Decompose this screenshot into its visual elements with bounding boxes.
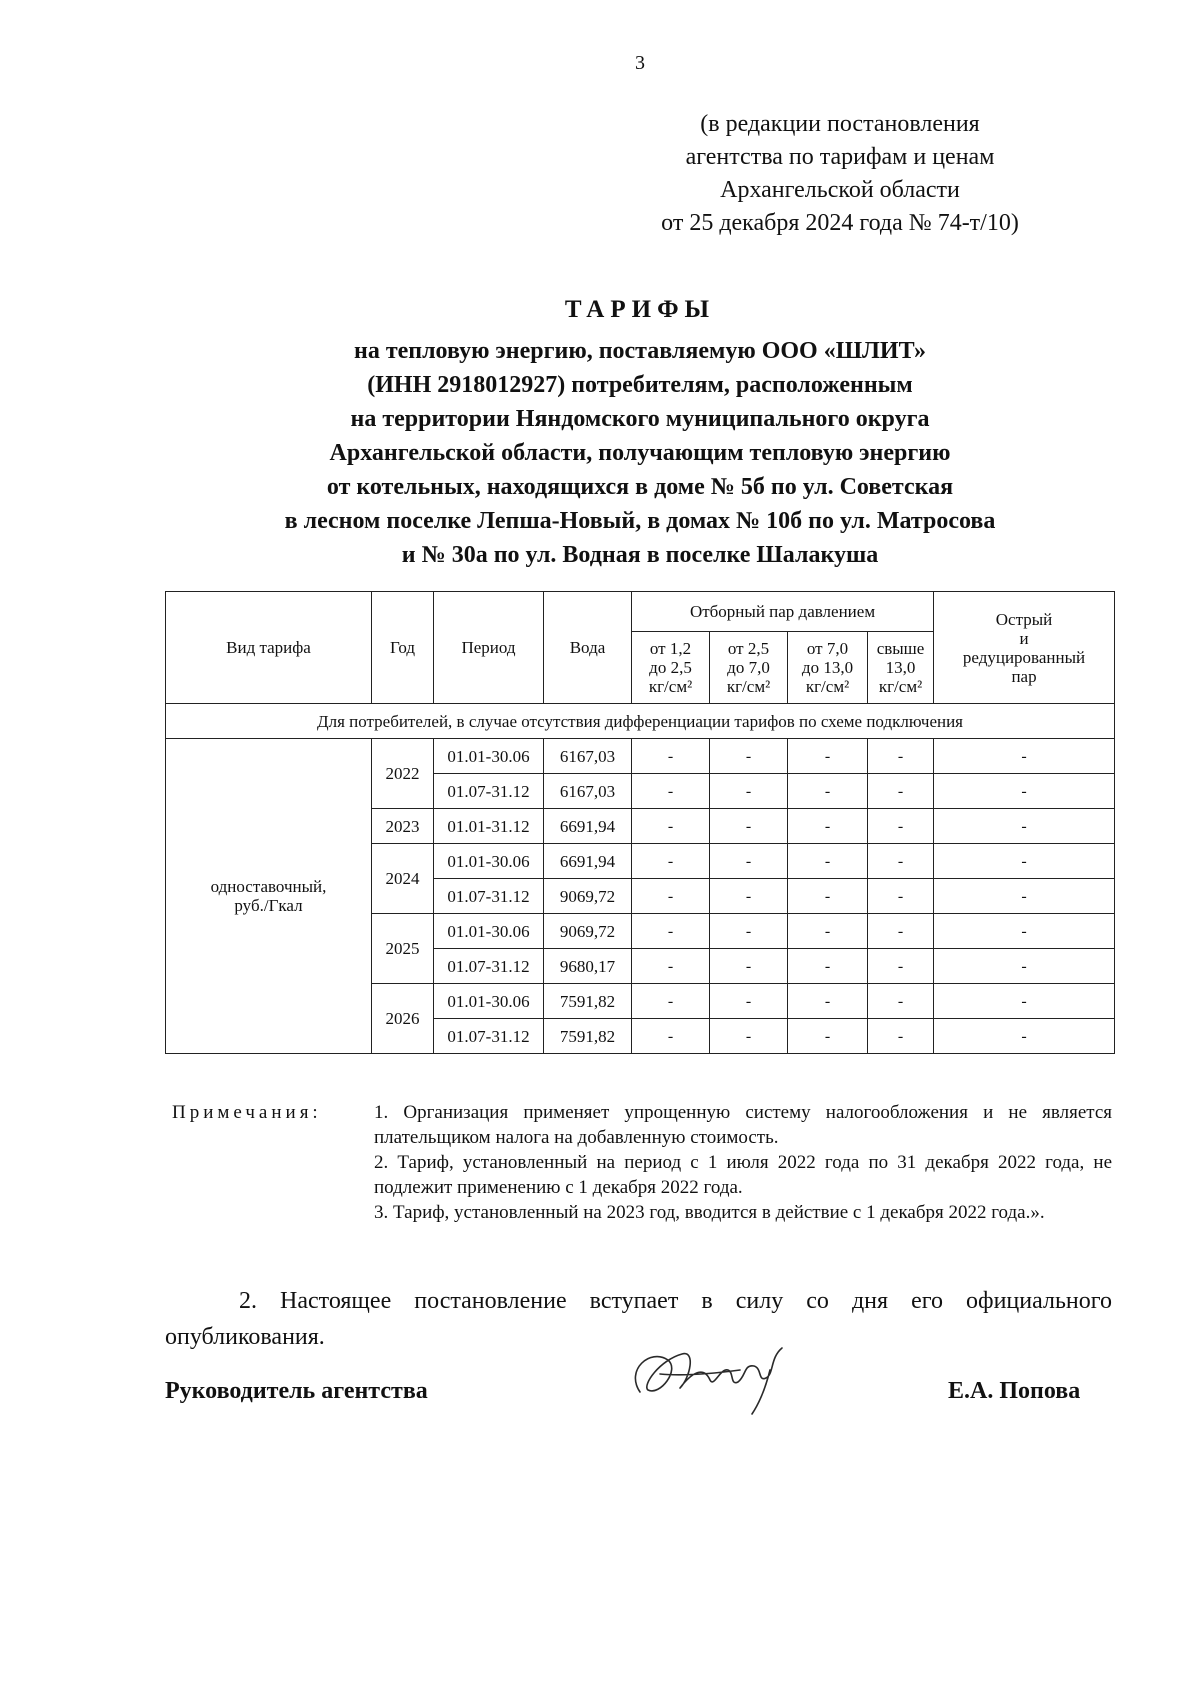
edition-line: (в редакции постановления (700, 111, 980, 137)
header-period: Период (434, 592, 544, 704)
sharp-steam-cell: - (934, 774, 1115, 809)
steam-3-cell: - (788, 914, 868, 949)
tariff-label-line: одноставочный, (210, 877, 327, 896)
steam-4-cell: - (868, 809, 934, 844)
header-steam-group: Отборный пар давлением (632, 592, 934, 632)
steam-4-cell: - (868, 949, 934, 984)
header-tariff-type: Вид тарифа (166, 592, 372, 704)
header-steam-4 (868, 632, 934, 704)
steam-1-cell: - (632, 809, 710, 844)
period-cell: 01.01-30.06 (434, 914, 544, 949)
header-year: Год (372, 592, 434, 704)
steam-3-cell: - (788, 949, 868, 984)
steam-1-cell: - (632, 984, 710, 1019)
period-cell: 01.01-30.06 (434, 844, 544, 879)
note-item: 1. Организация применяет упрощенную систему налогообложения и не является плательщиком налога на добавленную стоимость. (374, 1102, 1112, 1148)
period-cell: 01.07-31.12 (434, 774, 544, 809)
steam-4-cell: - (868, 1019, 934, 1054)
year-cell: 2023 (372, 809, 434, 844)
water-cell: 6167,03 (544, 774, 632, 809)
header-sharp-line: пар (1011, 666, 1037, 686)
steam-2-cell: - (710, 984, 788, 1019)
water-cell: 9069,72 (544, 879, 632, 914)
signer-title: Руководитель агентства (165, 1378, 428, 1404)
water-cell: 7591,82 (544, 1019, 632, 1054)
steam-2-cell: - (710, 809, 788, 844)
steam-2-cell: - (710, 1019, 788, 1054)
subtitle-line: и № 30а по ул. Водная в поселке Шалакуша (401, 542, 879, 568)
steam-3-cell: - (788, 809, 868, 844)
tariff-label-line: руб./Гкал (234, 896, 303, 915)
header-steam-3 (788, 632, 868, 704)
header-line: от 1,2 (649, 639, 692, 658)
water-cell: 9069,72 (544, 914, 632, 949)
tariff-table (165, 591, 1115, 1054)
sharp-steam-cell: - (934, 844, 1115, 879)
steam-2-cell: - (710, 914, 788, 949)
steam-4-cell: - (868, 984, 934, 1019)
steam-1-cell: - (632, 739, 710, 774)
year-cell: 2022 (372, 739, 434, 809)
header-sharp-line: и (1019, 628, 1029, 648)
clause-2: 2. Настоящее постановление вступает в силу со дня его официального опубликования. (165, 1288, 1112, 1350)
header-line: кг/см² (648, 677, 693, 696)
subtitle-line: в лесном поселке Лепша-Новый, в домах № 10б по ул. Матросова (284, 508, 996, 534)
edition-line: агентства по тарифам и ценам (685, 144, 995, 170)
steam-2-cell: - (710, 949, 788, 984)
subtitle-line: на территории Няндомского муниципального округа (350, 406, 930, 432)
consumer-note: Для потребителей, в случае отсутствия дифференциации тарифов по схеме подключения (166, 704, 1115, 739)
subtitle-line: Архангельской области, получающим тепловую энергию (329, 440, 951, 466)
steam-1-cell: - (632, 949, 710, 984)
header-line: до 2,5 (649, 658, 692, 677)
header-line: кг/см² (878, 677, 923, 696)
header-line: 13,0 (885, 658, 916, 677)
notes-body (374, 1100, 1112, 1225)
signature-icon (620, 1330, 800, 1420)
steam-4-cell: - (868, 879, 934, 914)
subtitle-line: (ИНН 2918012927) потребителям, расположенным (367, 372, 913, 398)
water-cell: 6691,94 (544, 844, 632, 879)
header-line: до 7,0 (727, 658, 770, 677)
edition-line: Архангельской области (720, 177, 960, 203)
water-cell: 9680,17 (544, 949, 632, 984)
note-item: 2. Тариф, установленный на период с 1 июля 2022 года по 31 декабря 2022 года, не подлежит применению с 1 декабря 2022 года. (374, 1152, 1112, 1198)
subtitle-line: на тепловую энергию, поставляемую ООО «ШЛИТ» (353, 338, 926, 364)
steam-4-cell: - (868, 774, 934, 809)
sharp-steam-cell: - (934, 949, 1115, 984)
year-cell: 2025 (372, 914, 434, 984)
steam-4-cell: - (868, 739, 934, 774)
header-line: свыше (876, 639, 925, 658)
steam-3-cell: - (788, 774, 868, 809)
note-item: 3. Тариф, установленный на 2023 год, вводится в действие с 1 декабря 2022 года.». (374, 1202, 1045, 1223)
water-cell: 6167,03 (544, 739, 632, 774)
steam-3-cell: - (788, 879, 868, 914)
steam-1-cell: - (632, 879, 710, 914)
period-cell: 01.07-31.12 (434, 1019, 544, 1054)
period-cell: 01.01-30.06 (434, 739, 544, 774)
sharp-steam-cell: - (934, 809, 1115, 844)
sharp-steam-cell: - (934, 1019, 1115, 1054)
edition-line: от 25 декабря 2024 года № 74-т/10) (661, 210, 1019, 236)
year-cell: 2024 (372, 844, 434, 914)
steam-1-cell: - (632, 1019, 710, 1054)
period-cell: 01.07-31.12 (434, 879, 544, 914)
period-cell: 01.01-31.12 (434, 809, 544, 844)
header-line: кг/см² (805, 677, 850, 696)
header-line: от 7,0 (806, 639, 849, 658)
steam-2-cell: - (710, 774, 788, 809)
steam-4-cell: - (868, 844, 934, 879)
water-cell: 7591,82 (544, 984, 632, 1019)
edition-note (620, 108, 1060, 240)
header-sharp-line: Острый (995, 609, 1053, 629)
steam-1-cell: - (632, 914, 710, 949)
header-line: до 13,0 (801, 658, 854, 677)
sharp-steam-cell: - (934, 914, 1115, 949)
header-steam-1 (632, 632, 710, 704)
tariff-label (166, 739, 372, 1054)
steam-2-cell: - (710, 739, 788, 774)
steam-3-cell: - (788, 739, 868, 774)
header-line: кг/см² (726, 677, 771, 696)
steam-2-cell: - (710, 879, 788, 914)
document-subtitle (160, 334, 1120, 572)
steam-1-cell: - (632, 774, 710, 809)
notes-label: Примечания: (172, 1102, 322, 1123)
steam-1-cell: - (632, 844, 710, 879)
steam-3-cell: - (788, 844, 868, 879)
period-cell: 01.01-30.06 (434, 984, 544, 1019)
steam-4-cell: - (868, 914, 934, 949)
year-cell: 2026 (372, 984, 434, 1054)
subtitle-line: от котельных, находящихся в доме № 5б по ул. Советская (326, 474, 954, 500)
signer-name: Е.А. Попова (948, 1378, 1081, 1404)
sharp-steam-cell: - (934, 879, 1115, 914)
steam-3-cell: - (788, 1019, 868, 1054)
header-sharp-steam (934, 592, 1115, 704)
header-line: от 2,5 (727, 639, 770, 658)
steam-3-cell: - (788, 984, 868, 1019)
header-steam-2 (710, 632, 788, 704)
steam-2-cell: - (710, 844, 788, 879)
water-cell: 6691,94 (544, 809, 632, 844)
table-row (166, 739, 1115, 774)
period-cell: 01.07-31.12 (434, 949, 544, 984)
header-sharp-line: редуцированный (962, 647, 1086, 667)
sharp-steam-cell: - (934, 984, 1115, 1019)
sharp-steam-cell: - (934, 739, 1115, 774)
header-water: Вода (544, 592, 632, 704)
document-title: ТАРИФЫ (564, 296, 716, 323)
page-number: 3 (635, 52, 645, 74)
